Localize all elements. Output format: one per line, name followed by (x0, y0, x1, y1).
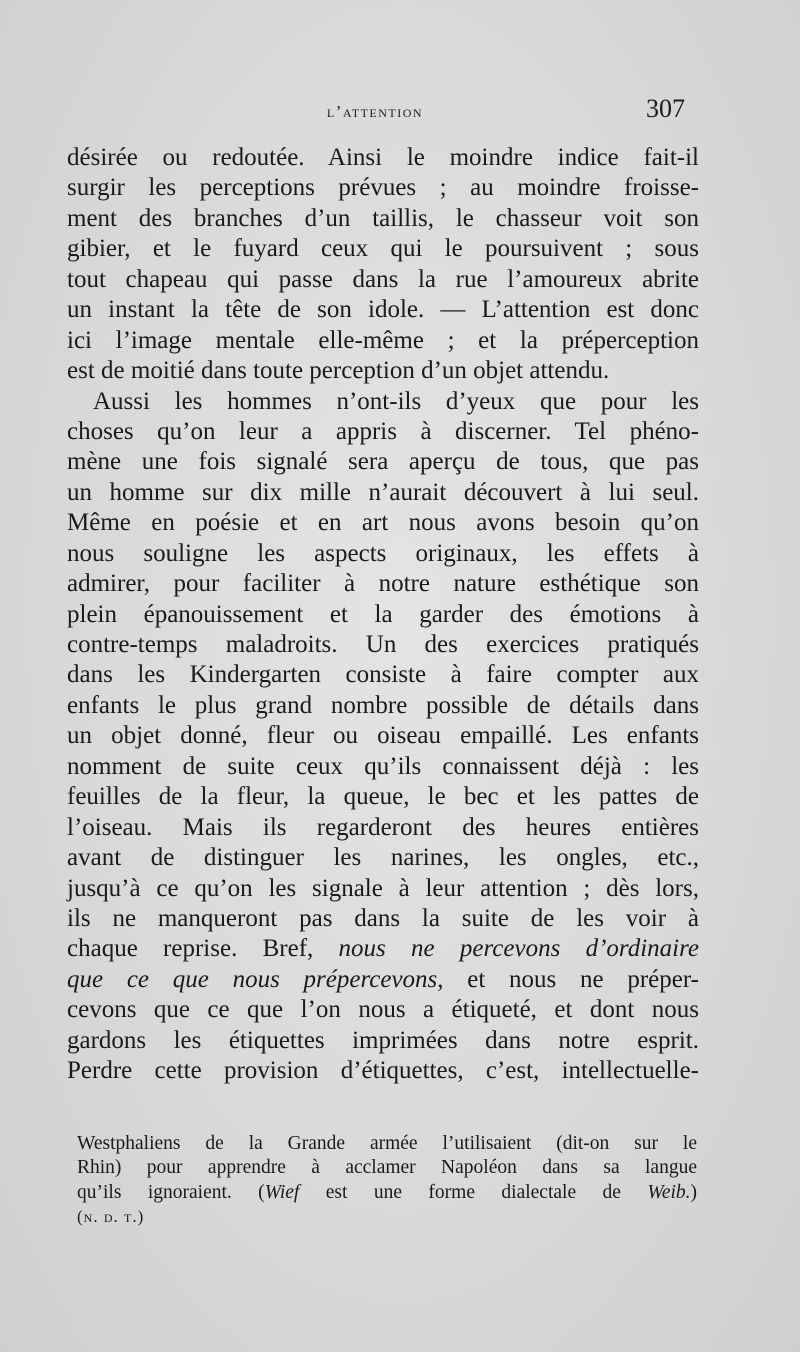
footnote-italic: Weib. (647, 1181, 691, 1203)
text-line: Perdre cette provision d’étiquettes, c’est, intellectuelle- (67, 1057, 699, 1085)
text-line: un homme sur dix mille n’aurait découvert à lui seul. (67, 478, 699, 506)
footnote-text: est une forme dialectale de (299, 1181, 648, 1203)
text-line: avant de distinguer les narines, les ongles, etc., (67, 844, 699, 872)
text-line: Même en poésie et en art nous avons besoin qu’on (67, 509, 699, 537)
text-line: feuilles de la fleur, la queue, le bec et les pattes de (67, 783, 699, 811)
page-number: 307 (646, 94, 685, 123)
line-text-roman: , et nous ne préper- (437, 965, 699, 993)
text-line: mène une fois signalé sera aperçu de tous, que pas (67, 448, 699, 476)
text-line (67, 965, 699, 995)
text-line: nomment de suite ceux qu’ils connaissent déjà : les (67, 752, 699, 780)
text-line: surgir les perceptions prévues ; au moindre froisse- (67, 174, 699, 202)
text-line: ils ne manqueront pas dans la suite de les voir à (67, 904, 699, 932)
text-line: un objet donné, fleur ou oiseau empaillé. Les enfants (67, 722, 699, 750)
footnote-line: Westphaliens de la Grande armée l’utilisaient (dit-on sur le (77, 1133, 697, 1154)
text-line: choses qu’on leur a appris à discerner. Tel phéno- (67, 417, 699, 445)
line-text-italic: nous ne percevons d’ordinaire (338, 935, 700, 963)
text-line: l’oiseau. Mais ils regarderont des heures entières (67, 813, 699, 841)
text-line: gibier, et le fuyard ceux qui le poursuivent ; sous (67, 235, 699, 263)
footnote-line: Rhin) pour apprendre à acclamer Napoléon dans sa langue (77, 1157, 697, 1179)
text-line: un instant la tête de son idole. — L’attention est donc (67, 296, 699, 324)
main-text (67, 143, 699, 1087)
translator-note: (n. d. t.) (77, 1206, 145, 1226)
line-text-roman: chaque reprise. Bref, (67, 935, 339, 963)
text-line: ici l’image mentale elle-même ; et la préperception (67, 326, 699, 354)
text-line: dans les Kindergarten consiste à faire compter aux (67, 661, 699, 689)
line-text-italic: que ce que nous prépercevons (67, 965, 438, 993)
footnote-line (77, 1181, 697, 1205)
text-line: jusqu’à ce qu’on les signale à leur attention ; dès lors, (67, 874, 699, 902)
text-line: ment des branches d’un taillis, le chasseur voit son (67, 204, 699, 232)
footnote-text: qu’ils ignoraient. ( (77, 1181, 265, 1203)
text-line: Aussi les hommes n’ont-ils d’yeux que pour les (93, 387, 699, 415)
footnote (77, 1132, 697, 1229)
text-line: gardons les étiquettes imprimées dans notre esprit. (67, 1026, 699, 1054)
text-line (67, 934, 699, 964)
running-header (0, 96, 800, 126)
text-line: admirer, pour faciliter à notre nature esthétique son (67, 570, 699, 598)
footnote-line (77, 1205, 697, 1229)
footnote-italic: Wief (264, 1181, 300, 1203)
running-title: l’attention (326, 102, 424, 121)
text-line: tout chapeau qui passe dans la rue l’amoureux abrite (67, 265, 699, 293)
footnote-text: ) (690, 1181, 698, 1203)
text-line: enfants le plus grand nombre possible de détails dans (67, 691, 699, 719)
text-line: nous souligne les aspects originaux, les effets à (67, 539, 699, 567)
text-line: désirée ou redoutée. Ainsi le moindre indice fait-il (67, 144, 699, 171)
text-line: cevons que ce que l’on nous a étiqueté, et dont nous (67, 996, 699, 1024)
text-line: est de moitié dans toute perception d’un objet attendu. (67, 357, 610, 385)
text-line: contre-temps maladroits. Un des exercices pratiqués (67, 631, 699, 658)
text-line: plein épanouissement et la garder des émotions à (67, 600, 699, 628)
